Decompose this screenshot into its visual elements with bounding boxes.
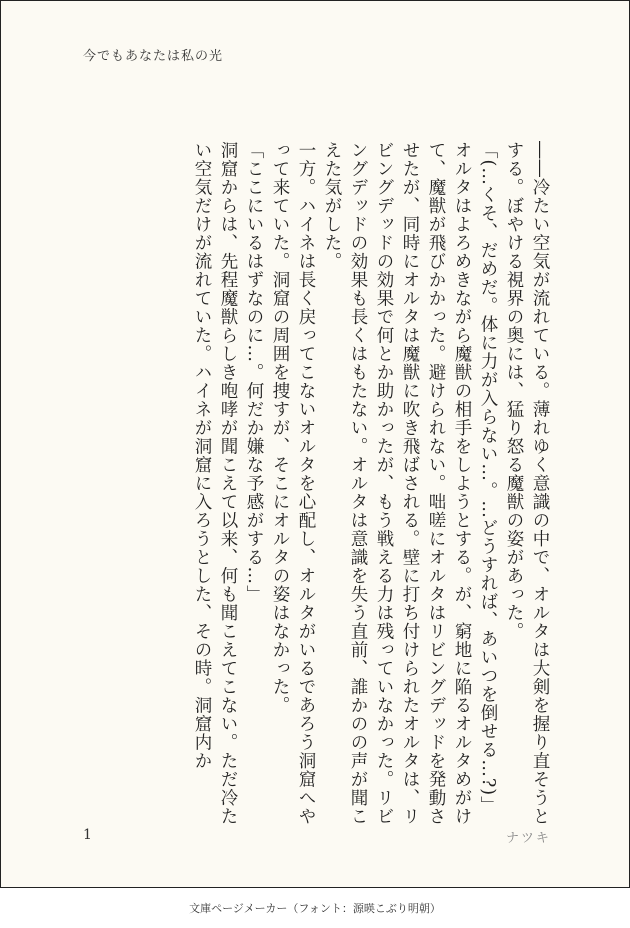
paragraph: オルタはよろめきながら魔獣の相手をしようとする。が、窮地に陥るオルタめがけて、魔獣が飛びかかった。避けられない。咄嗟にオルタはリビングデッドを発動させたが、同時にオルタは魔獣に吹き飛ばされる。壁に打ち付けられたオルタは、リビングデッドの効果で何とか助かったが、もう戦える力は残っていなかった。リビングデッドの効果も長くはもたない。オルタは意識を失う直前、誰かのの声が聞こえた気がした。: [322, 141, 472, 826]
paragraph: 一方。ハイネは長く戻ってこないオルタを心配し、オルタがいるであろう洞窟へやって来ていた。洞窟の周囲を捜すが、そこにオルタの姿はなかった。: [270, 141, 316, 826]
running-title: 今でもあなたは私の光: [83, 49, 224, 64]
body-text: [189, 141, 553, 831]
paragraph: ――冷たい空気が流れている。薄れゆく意識の中で、オルタは大剣を握り直そうとする。ぼやける視界の奥には、猛り怒る魔獣の姿があった。: [504, 141, 550, 826]
generator-credit: 文庫ページメーカー（フォント：源暎こぶり明朝）: [189, 902, 441, 915]
author-name: ナツキ: [506, 831, 551, 846]
paragraph: 洞窟からは、先程魔獣らしき咆哮が聞こえて以来、何も聞こえてこない。ただ冷たい空気だけが流れていた。ハイネが洞窟に入ろうとした、その時。洞窟内か: [192, 141, 238, 826]
page-number: 1: [83, 827, 92, 843]
paragraph: 「(…くそ、だめだ。体に力が入らない…。…どうすれば、あいつを倒せる…?)」: [478, 141, 498, 815]
paragraph: 「ここにいるはずなのに…。何だか嫌な予感がする…」: [244, 141, 264, 604]
